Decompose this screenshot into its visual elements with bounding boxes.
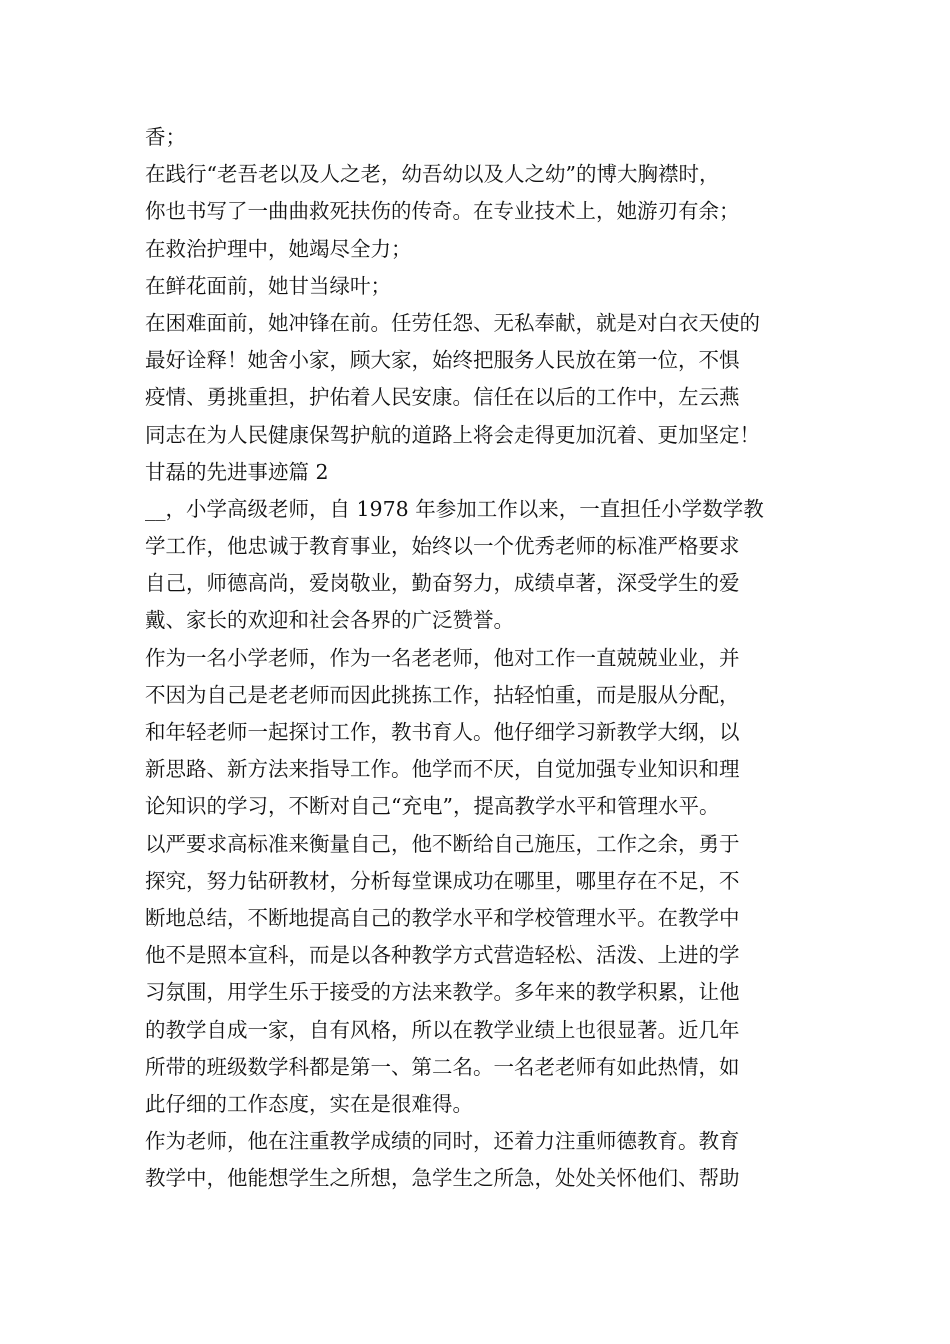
text-line: 的教学自成一家，自有风格，所以在教学业绩上也很显著。近几年 bbox=[145, 1017, 740, 1042]
text-line: 同志在为人民健康保驾护航的道路上将会走得更加沉着、更加坚定！ bbox=[145, 422, 760, 447]
text-line: 作为老师，他在注重教学成绩的同时，还着力注重师德教育。教育 bbox=[145, 1129, 740, 1154]
text-line: 学工作，他忠诚于教育事业，始终以一个优秀老师的标准严格要求 bbox=[145, 534, 740, 559]
text-line: 在救治护理中，她竭尽全力； bbox=[145, 236, 412, 261]
text-line: 他不是照本宣科，而是以各种教学方式营造轻松、活泼、上进的学 bbox=[145, 943, 740, 968]
text-line: 以严要求高标准来衡量自己，他不断给自己施压，工作之余，勇于 bbox=[145, 831, 740, 856]
text-line: 和年轻老师一起探讨工作，教书育人。他仔细学习新教学大纲，以 bbox=[145, 720, 740, 744]
text-line: 疫情、勇挑重担，护佑着人民安康。信任在以后的工作中，左云燕 bbox=[145, 385, 740, 410]
text-line: 你也书写了一曲曲救死扶伤的传奇。在专业技术上，她游刃有余； bbox=[145, 199, 740, 224]
text-line: 习氛围，用学生乐于接受的方法来教学。多年来的教学积累，让他 bbox=[145, 980, 740, 1005]
text-line: 香； bbox=[145, 125, 186, 149]
text-line: 所带的班级数学科都是第一、第二名。一名老老师有如此热情，如 bbox=[145, 1054, 740, 1079]
text-line: 在鲜花面前，她甘当绿叶； bbox=[145, 273, 391, 298]
text-line: __，小学高级老师，自 1978 年参加工作以来，一直担任小学数学教 bbox=[145, 496, 764, 521]
text-line: 论知识的学习，不断对自己“充电”，提高教学水平和管理水平。 bbox=[145, 794, 720, 819]
text-line: 不因为自己是老老师而因此挑拣工作，拈轻怕重，而是服从分配， bbox=[145, 682, 740, 707]
text-line: 此仔细的工作态度，实在是很难得。 bbox=[145, 1091, 473, 1116]
text-line: 最好诠释！她舍小家，顾大家，始终把服务人民放在第一位，不惧 bbox=[145, 348, 740, 373]
text-line: 戴、家长的欢迎和社会各界的广泛赞誉。 bbox=[145, 608, 514, 633]
text-line: 教学中，他能想学生之所想，急学生之所急，处处关怀他们、帮助 bbox=[145, 1166, 740, 1191]
text-line: 在践行“老吾老以及人之老，幼吾幼以及人之幼”的博大胸襟时， bbox=[145, 162, 720, 187]
text-line: 探究，努力钻研教材，分析每堂课成功在哪里，哪里存在不足，不 bbox=[145, 868, 740, 893]
text-line: 作为一名小学老师，作为一名老老师，他对工作一直兢兢业业，并 bbox=[145, 645, 740, 670]
document-body bbox=[145, 119, 813, 1197]
text-line: 新思路、新方法来指导工作。他学而不厌，自觉加强专业知识和理 bbox=[145, 757, 740, 782]
section-heading: 甘磊的先进事迹篇 2 bbox=[145, 459, 329, 484]
text-line: 断地总结，不断地提高自己的教学水平和学校管理水平。在教学中 bbox=[145, 905, 740, 930]
text-line: 在困难面前，她冲锋在前。任劳任怨、无私奉献，就是对白衣天使的 bbox=[145, 310, 760, 335]
text-line: 自己，师德高尚，爱岗敬业，勤奋努力，成绩卓著，深受学生的爱 bbox=[145, 571, 740, 596]
